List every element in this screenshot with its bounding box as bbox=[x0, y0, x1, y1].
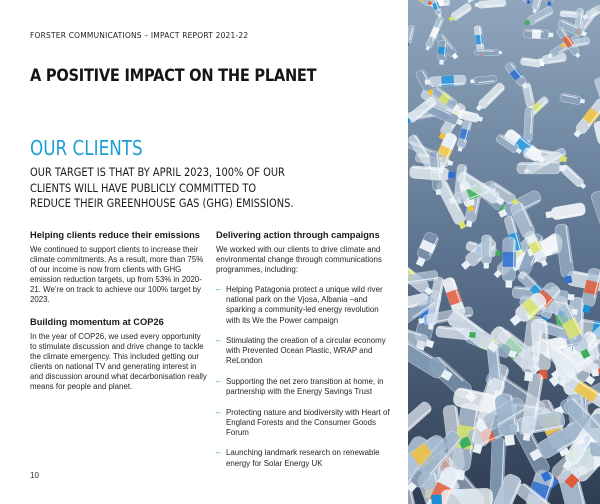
page-number: 10 bbox=[30, 471, 39, 480]
heading-cop26: Building momentum at COP26 bbox=[30, 316, 164, 327]
left-column bbox=[30, 229, 208, 392]
target-line: OUR TARGET IS THAT BY APRIL 2023, 100% OF OUR bbox=[30, 166, 285, 179]
list-item bbox=[216, 408, 394, 438]
target-statement bbox=[30, 165, 294, 212]
dash-marker: – bbox=[216, 285, 221, 295]
heading-campaigns: Delivering action through campaigns bbox=[216, 230, 380, 240]
paragraph-reduce-emissions: We continued to support clients to increase their climate commitments. As a result, more than 75% of our income is now from clients with GHG emission reduction targets, up from 53% in 2020-21. We’re on track to achieve our 100% target by 2023. bbox=[30, 245, 204, 305]
campaign-list bbox=[216, 285, 394, 468]
target-line: CLIENTS WILL HAVE PUBLICLY COMMITTED TO bbox=[30, 181, 257, 195]
bottle-shape bbox=[502, 237, 516, 287]
list-item-text: Supporting the net zero transition at home, in partnership with the Energy Savings Trust bbox=[226, 376, 384, 397]
list-item bbox=[216, 336, 394, 366]
section-title: OUR CLIENTS bbox=[30, 136, 143, 160]
dash-marker: – bbox=[216, 448, 221, 458]
list-item bbox=[216, 285, 394, 325]
bottle-shape bbox=[517, 162, 566, 173]
paragraph-cop26: In the year of COP26, we used every opportunity to stimulate discussion and drive change to tackle the climate emergency. This included getting our clients on national TV and generating interest in and discussion around what decarbonisation really means for people and planet. bbox=[30, 331, 207, 392]
running-header: FORSTER COMMUNICATIONS – IMPACT REPORT 2021-22 bbox=[30, 31, 249, 40]
bottle-shape bbox=[474, 49, 502, 56]
dash-marker: – bbox=[216, 407, 221, 417]
right-column bbox=[216, 229, 394, 479]
dash-marker: – bbox=[216, 336, 221, 346]
list-item-text: Protecting nature and biodiversity with Heart of England Forests and the Consumer Goods Forum bbox=[226, 407, 390, 437]
list-item bbox=[216, 448, 394, 468]
dash-marker: – bbox=[216, 376, 221, 386]
list-item-text: Helping Patagonia protect a unique wild river national park on the Vjosa, Albania –and sparking a community-led energy revolution with its We the Power campaign bbox=[226, 285, 383, 325]
target-line: REDUCE THEIR GREENHOUSE GAS (GHG) EMISSIONS. bbox=[30, 197, 294, 210]
heading-reduce-emissions: Helping clients reduce their emissions bbox=[30, 230, 200, 240]
list-item-text: Stimulating the creation of a circular economy with Prevented Ocean Plastic, WRAP and ReLondon bbox=[226, 336, 386, 366]
list-item-text: Launching landmark research on renewable energy for Solar Energy UK bbox=[226, 448, 380, 468]
plastic-bottles-illustration bbox=[408, 0, 600, 504]
paragraph-campaigns-intro: We worked with our clients to drive climate and environmental change through communications programmes, including: bbox=[216, 245, 382, 275]
page-heading: A POSITIVE IMPACT ON THE PLANET bbox=[30, 66, 317, 86]
plastic-bottles-photo bbox=[408, 0, 600, 504]
list-item bbox=[216, 377, 394, 397]
